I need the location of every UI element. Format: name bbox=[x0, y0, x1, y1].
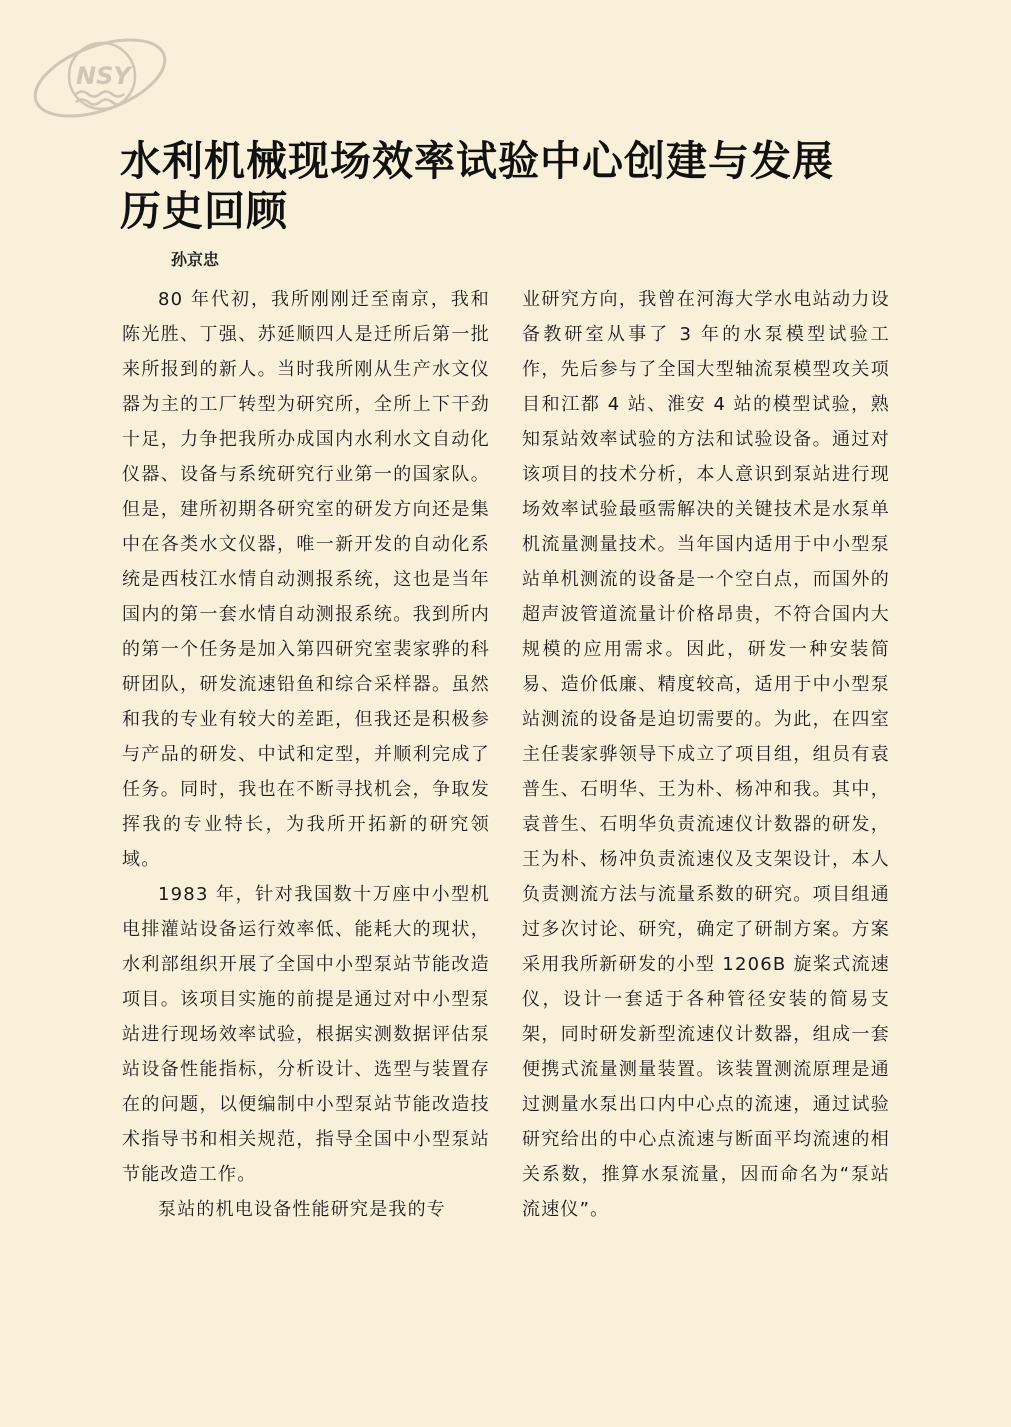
paragraph: 泵站的机电设备性能研究是我的专 bbox=[158, 1199, 446, 1220]
nsy-logo-icon bbox=[30, 28, 185, 123]
right-column bbox=[522, 282, 890, 1227]
paragraph-continuation: 业研究方向，我曾在河海大学水电站动力设备教研室从事了 3 年的水泵模型试验工作，先后参与了全国大型轴流泵模型攻关项目和江都 4 站、淮安 4 站的模型试验，熟知泵站效率试验的方法和试验设备。通过对该项目的技术分析，本人意识到泵站进行现场效率试验最亟需解决的关键技术是水泵单机流量测量技术。当年国内适用于中小型泵站单机测流的设备是一个空白点，而国外的超声波管道流量计价格昂贵，不符合国内大规模的应用需求。因此，研发一种安装简易、造价低廉、精度较高，适用于中小型泵站测流的设备是迫切需要的。为此，在四室主任裴家骅领导下成立了项目组，组员有袁普生、石明华、王为朴、杨冲和我。其中，袁普生、石明华负责流速仪计数器的研发，王为朴、杨冲负责流速仪及支架设计，本人负责测流方法与流量系数的研究。项目组通过多次讨论、研究，确定了研制方案。方案采用我所新研发的小型 1206B 旋桨式流速仪，设计一套适于各种管径安装的简易支架，同时研发新型流速仪计数器，组成一套便携式流量测量装置。该装置测流原理是通过测量水泵出口内中心点的流速，通过试验研究给出的中心点流速与断面平均流速的相关系数，推算水泵流量，因而命名为“泵站流速仪”。 bbox=[522, 289, 890, 1220]
left-column bbox=[122, 282, 490, 1227]
title-line-2: 历史回顾 bbox=[120, 187, 288, 235]
title-line-1: 水利机械现场效率试验中心创建与发展 bbox=[120, 137, 834, 185]
author-name: 孙京忠 bbox=[171, 250, 220, 269]
nsy-logo bbox=[30, 28, 185, 123]
paragraph: 80 年代初，我所刚刚迁至南京，我和陈光胜、丁强、苏延顺四人是迁所后第一批来所报到的新人。当时我所刚从生产水文仪器为主的工厂转型为研究所，全所上下干劲十足，力争把我所办成国内水利水文自动化仪器、设备与系统研究行业第一的国家队。但是，建所初期各研究室的研发方向还是集中在各类水文仪器，唯一新开发的自动化系统是西枝江水情自动测报系统，这也是当年国内的第一套水情自动测报系统。我到所内的第一个任务是加入第四研究室裴家骅的科研团队，研发流速铅鱼和综合采样器。虽然和我的专业有较大的差距，但我还是积极参与产品的研发、中试和定型，并顺利完成了任务。同时，我也在不断寻找机会，争取发挥我的专业特长，为我所开拓新的研究领域。 bbox=[122, 289, 490, 870]
logo-text: NSY bbox=[76, 62, 131, 90]
article-title bbox=[120, 136, 920, 236]
paragraph: 1983 年，针对我国数十万座中小型机电排灌站设备运行效率低、能耗大的现状，水利部组织开展了全国中小型泵站节能改造项目。该项目实施的前提是通过对中小型泵站进行现场效率试验，根据实测数据评估泵站设备性能指标，分析设计、选型与装置存在的问题，以便编制中小型泵站节能改造技术指导书和相关规范，指导全国中小型泵站节能改造工作。 bbox=[122, 884, 490, 1185]
